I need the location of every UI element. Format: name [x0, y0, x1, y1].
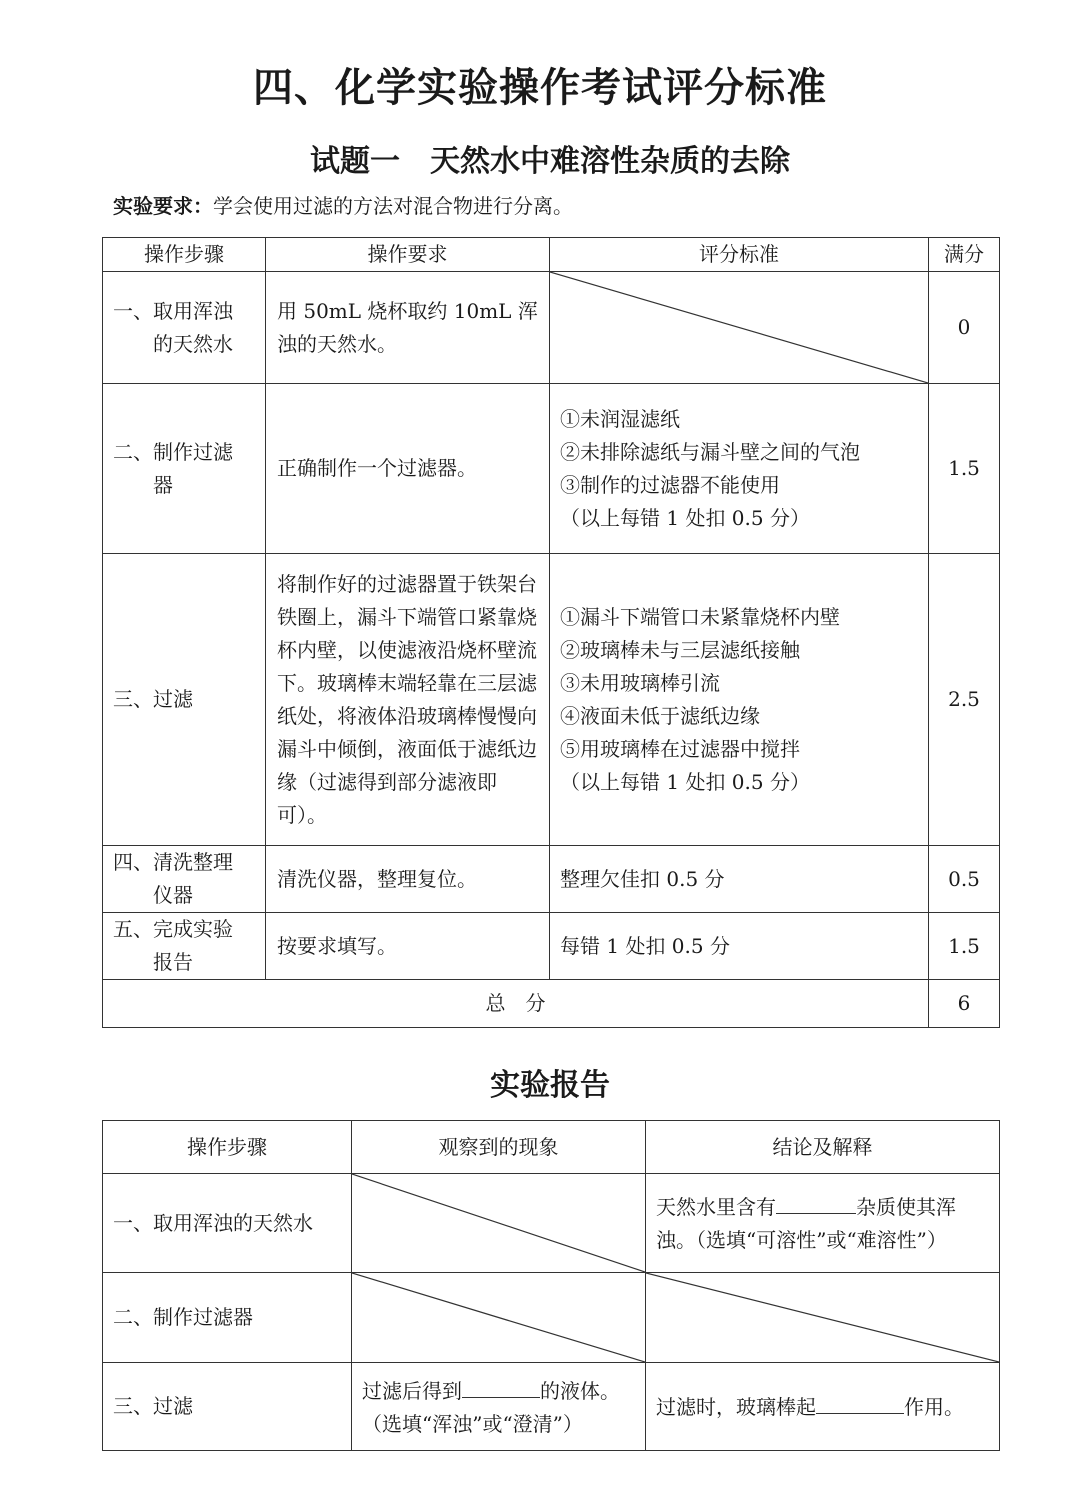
report-step-cell: 三、过滤: [103, 1363, 352, 1451]
report-title: 实验报告: [490, 1068, 610, 1103]
score-cell: 1.5: [929, 384, 1000, 554]
table-row: [103, 846, 1000, 913]
total-score: 6: [929, 980, 1000, 1028]
report-step-cell: 一、取用浑浊的天然水: [103, 1174, 352, 1273]
step-text: 二、制作过滤 器: [113, 439, 233, 497]
criteria-empty-cell: [550, 272, 929, 384]
report-step-cell: 二、制作过滤器: [103, 1273, 352, 1363]
total-label: 总 分: [103, 980, 929, 1028]
criteria-item: ④液面未低于滤纸边缘: [560, 703, 760, 728]
report-header-row: [103, 1121, 1000, 1174]
table-row: [103, 913, 1000, 980]
table-row: [103, 384, 1000, 554]
step-cell: [103, 554, 266, 846]
step-cell: [103, 272, 266, 384]
conclusion-empty-cell: [646, 1273, 1000, 1363]
score-cell: 2.5: [929, 554, 1000, 846]
criteria-item: ②未排除滤纸与漏斗壁之间的气泡: [560, 439, 860, 464]
criteria-cell: [550, 554, 929, 846]
step-cell: [103, 913, 266, 980]
criteria-item: ②玻璃棒未与三层滤纸接触: [560, 637, 800, 662]
page-title: 四、化学实验操作考试评分标准: [253, 65, 827, 111]
requirement-cell: 将制作好的过滤器置于铁架台铁圈上，漏斗下端管口紧靠烧杯内壁，以使滤液沿烧杯壁流下。玻璃棒末端轻靠在三层滤纸处，将液体沿玻璃棒慢慢向漏斗中倾倒，液面低于滤纸边缘（过滤得到部分滤液即可）。: [266, 554, 550, 846]
criteria-item: ③未用玻璃棒引流: [560, 670, 720, 695]
table-row: [103, 554, 1000, 846]
requirement-cell: 清洗仪器，整理复位。: [266, 846, 550, 913]
diagonal-slash: [646, 1273, 999, 1362]
criteria-item: ①未润湿滤纸: [560, 406, 680, 431]
scoring-table: [102, 237, 1000, 1028]
criteria-note: （以上每错 1 处扣 0.5 分）: [560, 769, 810, 794]
requirement-text: 学会使用过滤的方法对混合物进行分离。: [213, 194, 573, 218]
step-text: 五、完成实验 报告: [113, 917, 233, 974]
step-text: 三、过滤: [113, 687, 193, 711]
criteria-item: 每错 1 处扣 0.5 分: [560, 933, 730, 958]
table-row: [103, 1174, 1000, 1273]
conclusion-cell: [646, 1363, 1000, 1451]
requirement-cell: 正确制作一个过滤器。: [266, 384, 550, 554]
header-score: 满分: [929, 238, 1000, 272]
conclusion-text-post: 杂质使其浑浊。（选填“可溶性”或“难溶性”）: [656, 1195, 956, 1252]
criteria-item: ⑤用玻璃棒在过滤器中搅拌: [560, 736, 800, 761]
conclusion-text-pre: 天然水里含有: [656, 1195, 776, 1219]
table-row: [103, 1273, 1000, 1363]
phenomenon-empty-cell: [352, 1273, 646, 1363]
criteria-cell: [550, 384, 929, 554]
requirement-cell: 用 50mL 烧杯取约 10mL 浑浊的天然水。: [266, 272, 550, 384]
diagonal-slash: [550, 272, 928, 383]
scoring-header-row: [103, 238, 1000, 272]
score-cell: 0: [929, 272, 1000, 384]
step-text: 一、取用浑浊 的天然水: [113, 298, 233, 356]
report-table: [102, 1120, 1000, 1451]
header-step: 操作步骤: [103, 238, 266, 272]
phenomenon-cell: [352, 1363, 646, 1451]
criteria-item: 整理欠佳扣 0.5 分: [560, 866, 725, 891]
score-cell: 1.5: [929, 913, 1000, 980]
conclusion-text-post: 作用。: [904, 1395, 964, 1419]
step-cell: [103, 384, 266, 554]
requirement-cell: 按要求填写。: [266, 913, 550, 980]
table-row: [103, 272, 1000, 384]
phenomenon-text-post: 的液体。（选填“浑浊”或“澄清”）: [362, 1378, 620, 1436]
header-criteria: 评分标准: [550, 238, 929, 272]
report-header-phenomenon: 观察到的现象: [352, 1121, 646, 1174]
diagonal-slash: [352, 1174, 645, 1272]
step-text: 四、清洗整理 仪器: [113, 850, 233, 907]
diagonal-slash: [352, 1273, 645, 1362]
experiment-requirement: [113, 190, 573, 219]
criteria-item: ③制作的过滤器不能使用: [560, 472, 780, 497]
conclusion-cell: [646, 1174, 1000, 1273]
fill-blank-impurity[interactable]: [776, 1189, 856, 1214]
criteria-note: （以上每错 1 处扣 0.5 分）: [560, 505, 810, 530]
step-cell: [103, 846, 266, 913]
header-requirement: 操作要求: [266, 238, 550, 272]
total-row: [103, 980, 1000, 1028]
report-header-step: 操作步骤: [103, 1121, 352, 1174]
question-title: 试题一 天然水中难溶性杂质的去除: [310, 144, 790, 179]
fill-blank-liquid[interactable]: [462, 1373, 540, 1398]
criteria-item: ①漏斗下端管口未紧靠烧杯内壁: [560, 604, 840, 629]
table-row: [103, 1363, 1000, 1451]
requirement-label: 实验要求：: [113, 194, 213, 218]
criteria-cell: [550, 846, 929, 913]
score-cell: 0.5: [929, 846, 1000, 913]
fill-blank-role[interactable]: [816, 1389, 904, 1414]
report-header-conclusion: 结论及解释: [646, 1121, 1000, 1174]
phenomenon-text-pre: 过滤后得到: [362, 1378, 462, 1403]
conclusion-text-pre: 过滤时，玻璃棒起: [656, 1395, 816, 1419]
criteria-cell: [550, 913, 929, 980]
phenomenon-empty-cell: [352, 1174, 646, 1273]
